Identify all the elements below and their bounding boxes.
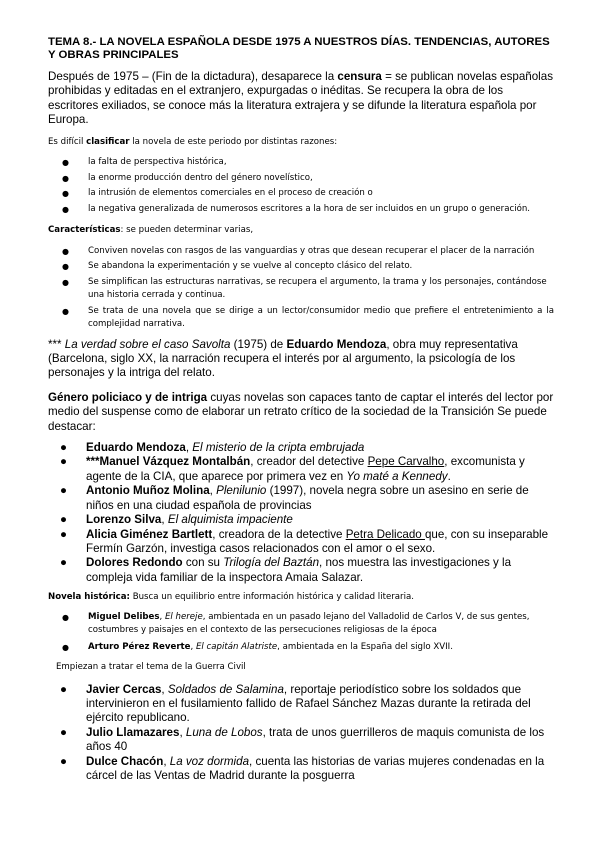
savolta-prefix: *** (48, 337, 65, 351)
list-item (48, 156, 554, 170)
bullet-icon: ● (62, 246, 69, 256)
intro-text-after: = se publican novelas españolas prohibidas y editadas en el extranjero, expurgadas o inéditas. Se recupera la obra de los escritores exiliados, se conoce más la literatura extrajera y se difunde la literatura española por Europa. (48, 70, 553, 127)
work-title: Plenilunio (216, 484, 267, 498)
characteristics-heading (48, 224, 554, 238)
intro-paragraph (48, 70, 554, 128)
list-item-text: Se trata de una novela que se dirige a un lector/consumidor medio que prefiere el entretenimiento a la complejidad narrativa. (88, 305, 554, 330)
intro-text-before: Después de 1975 – (Fin de la dictadura), desaparece la (48, 70, 338, 83)
detective-link[interactable]: Pepe Carvalho (367, 455, 445, 469)
list-item (48, 513, 554, 527)
separator-text: , (161, 513, 168, 527)
work-title: Yo maté a Kennedy (346, 469, 448, 483)
list-item (48, 556, 554, 585)
list-item (48, 528, 554, 557)
list-item (48, 755, 554, 784)
bullet-icon: ● (62, 262, 69, 272)
savolta-work-title: La verdad sobre el caso Savolta (64, 337, 231, 351)
list-item (48, 455, 554, 484)
list-item (48, 203, 554, 217)
bullet-icon: ● (60, 527, 68, 541)
author-name: Arturo Pérez Reverte (88, 641, 191, 652)
list-item (48, 683, 554, 726)
list-item-text: Conviven novelas con rasgos de las vanguardias y otras que desean recuperar el placer de la narración (88, 245, 535, 256)
bullet-icon: ● (60, 556, 68, 570)
list-item (48, 260, 554, 274)
separator-text: , (209, 484, 217, 498)
savolta-paragraph (48, 338, 554, 381)
bullet-icon: ● (60, 455, 68, 469)
classify-bold: clasificar (86, 136, 130, 147)
separator-text: con su (182, 556, 224, 570)
list-item-text: la falta de perspectiva histórica, (88, 157, 227, 168)
list-item-text: la intrusión de elementos comerciales en el proceso de creación o (88, 188, 373, 199)
author-name: Lorenzo Silva (86, 513, 162, 527)
bullet-icon: ● (60, 682, 68, 696)
item-rest-text: (1997), novela negra sobre un asesino en serie de niños en una ciudad española de provincias (86, 484, 529, 512)
item-rest-text: , excomunista y agente de la CIA, que aparece por primera vez en (86, 455, 525, 483)
policiaco-list (48, 441, 554, 585)
policiaco-text-after: cuyas novelas son capaces tanto de captar el interés del lector por medio del suspense como de elaborar un retrato crítico de la sociedad de la Transición Se puede destacar: (48, 390, 554, 433)
separator-text: , (159, 611, 165, 622)
work-title: El capitán Alatriste (195, 641, 278, 652)
item-rest-text: . (447, 469, 451, 483)
characteristics-bold: Características (48, 225, 121, 236)
list-item (48, 484, 554, 513)
author-name: Javier Cercas (86, 682, 162, 696)
classify-list (48, 156, 554, 216)
list-item-text: la enorme producción dentro del género novelístico, (88, 172, 313, 183)
policiaco-bold: Género policiaco y de intriga (48, 390, 208, 404)
list-item (48, 641, 554, 655)
work-title: El alquimista impaciente (167, 513, 293, 527)
intro-bold-censura: censura (337, 70, 382, 83)
savolta-rest: , obra muy representativa (Barcelona, siglo XX, la narración recupera el interés por al argumento, la psicología de los personajes y la intriga del relato. (48, 337, 518, 380)
bullet-icon: ● (60, 754, 68, 768)
author-name: ***Manuel Vázquez Montalbán (86, 455, 251, 469)
bullet-icon: ● (60, 484, 68, 498)
list-item (48, 276, 554, 303)
list-item (48, 305, 554, 332)
separator-text: , (163, 754, 170, 768)
list-item (48, 441, 554, 455)
separator-text: , (190, 641, 196, 652)
author-name: Miguel Delibes (88, 611, 160, 622)
bullet-icon: ● (60, 441, 68, 455)
characteristics-text-after: : se pueden determinar varias, (120, 225, 254, 236)
list-item (48, 726, 554, 755)
list-item (48, 172, 554, 186)
author-name: Dulce Chacón (86, 754, 164, 768)
list-item (48, 611, 554, 638)
work-title: El hereje (164, 611, 203, 622)
classify-text-before: Es difícil (48, 136, 87, 147)
list-item-text: Se simplifican las estructuras narrativas, se recupera el argumento, la trama y los personajes, contándose una historia cerrada y continua. (88, 276, 547, 301)
detective-link[interactable]: Petra Delicado (345, 527, 425, 541)
item-rest-text: que, con su inseparable Fermín Garzón, investiga casos relacionados con el amor o el sexo. (86, 527, 549, 555)
list-item (48, 245, 554, 259)
item-rest-text: , cuenta las historias de varias mujeres condenadas en la cárcel de las Ventas de Madrid durante la posguerra (86, 754, 545, 783)
author-name: Antonio Muñoz Molina (86, 484, 210, 498)
bullet-icon: ● (62, 189, 69, 199)
characteristics-list (48, 245, 554, 332)
work-title: El misterio de la cripta embrujada (192, 441, 365, 455)
historica-bold: Novela histórica: (48, 592, 130, 603)
work-title: Soldados de Salamina (167, 682, 284, 696)
bullet-icon: ● (62, 277, 69, 287)
historica-heading (48, 591, 554, 605)
savolta-author: Eduardo Mendoza (286, 337, 387, 351)
policiaco-paragraph (48, 391, 554, 434)
bullet-icon: ● (62, 642, 69, 652)
bullet-icon: ● (62, 612, 69, 622)
work-title: Luna de Lobos (185, 725, 263, 739)
separator-text: , creadora de la detective (212, 527, 346, 541)
list-item (48, 187, 554, 201)
work-title: Trilogía del Baztán (223, 556, 320, 570)
author-name: Julio Llamazares (86, 725, 180, 739)
separator-text: , (161, 682, 168, 696)
work-title: La voz dormida (169, 754, 250, 768)
list-item-text: Se abandona la experimentación y se vuelve al concepto clásico del relato. (88, 261, 413, 272)
item-rest-text: , trata de unos guerrilleros de maquis comunista de los años 40 (86, 725, 545, 754)
list-item-text: la negativa generalizada de numerosos escritores a la hora de ser incluidos en un grupo o generación. (88, 203, 531, 214)
item-rest-text: , reportaje periodístico sobre los soldados que intervinieron en el fusilamiento fallido de Rafael Sánchez Mazas durante la retirada del ejército republicano. (86, 682, 531, 725)
classify-heading (48, 136, 554, 150)
bullet-icon: ● (60, 513, 68, 527)
classify-text-after: la novela de este periodo por distintas razones: (129, 136, 338, 147)
separator-text: , creador del detective (250, 455, 368, 469)
bullet-icon: ● (62, 204, 69, 214)
bullet-icon: ● (62, 173, 69, 183)
historica-list (48, 611, 554, 655)
item-rest-text: , nos muestra las investigaciones y la compleja vida familiar de la inspectora Amaia Salazar. (86, 556, 512, 584)
guerra-heading: Empiezan a tratar el tema de la Guerra Civil (56, 662, 246, 673)
bullet-icon: ● (60, 725, 68, 739)
guerra-list (48, 683, 554, 784)
separator-text: , (179, 725, 186, 739)
savolta-year: (1975) de (230, 337, 287, 351)
author-name: Eduardo Mendoza (86, 441, 186, 455)
document-page (48, 36, 554, 783)
item-rest-text: , ambientada en un pasado lejano del Valladolid de Carlos V, de sus gentes, costumbres y paisajes en el contexto de las persecuciones religiosas de la época (88, 611, 530, 636)
author-name: Dolores Redondo (86, 556, 183, 570)
historica-text-after: Busca un equilibrio entre información histórica y calidad literaria. (129, 592, 414, 603)
separator-text: , (185, 441, 193, 455)
bullet-icon: ● (62, 306, 69, 316)
page-title: TEMA 8.- LA NOVELA ESPAÑOLA DESDE 1975 A NUESTROS DÍAS. TENDENCIAS, AUTORES Y OBRAS PRINCIPALES (48, 36, 550, 61)
author-name: Alicia Giménez Bartlett (86, 527, 213, 541)
bullet-icon: ● (62, 158, 69, 168)
item-rest-text: , ambientada en la España del siglo XVII. (277, 641, 453, 652)
